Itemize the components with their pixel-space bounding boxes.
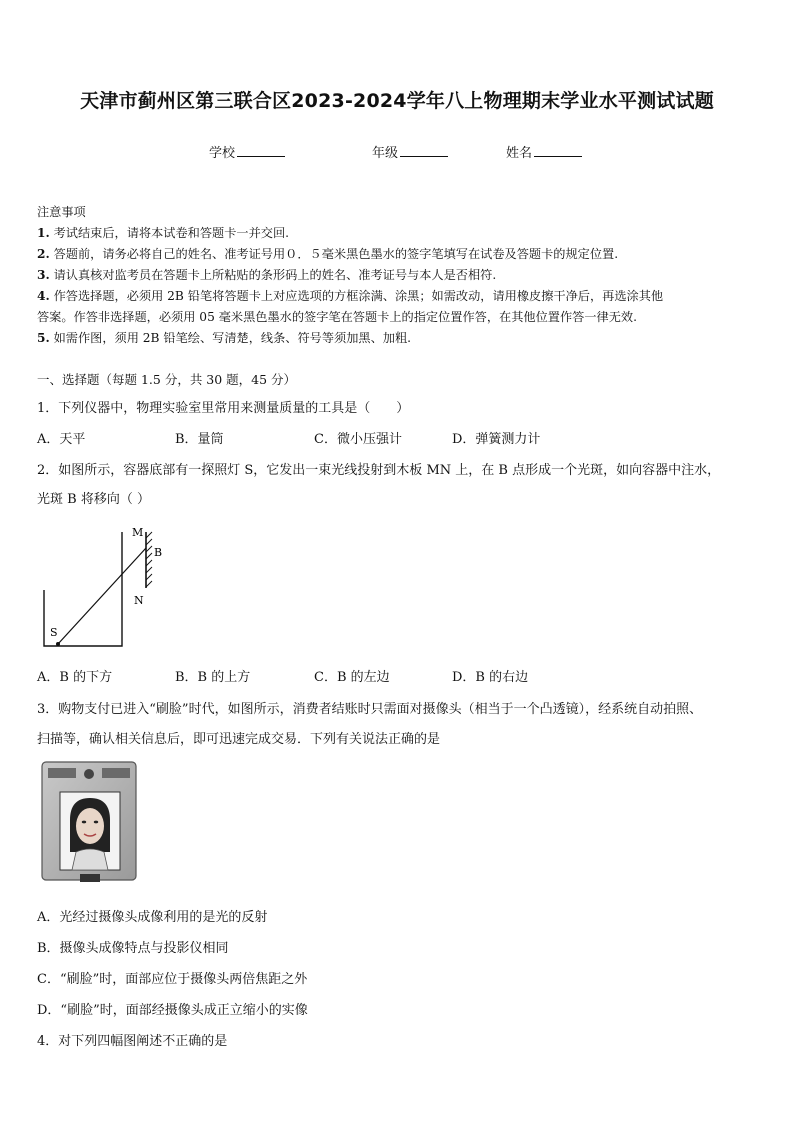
q1-stem: 1．下列仪器中，物理实验室里常用来测量质量的工具是（ ） [37, 401, 410, 416]
label-n: N [134, 594, 144, 607]
terminal-sensor-left [48, 768, 76, 778]
note-number: 1. [37, 226, 50, 240]
note-text: 答题前，请务必将自己的姓名、准考证号用０．５毫米黑色墨水的签字笔填写在试卷及答题卡的规定位置. [53, 247, 619, 261]
q2-option-a: A．B 的下方 [37, 670, 113, 685]
q3-option-b: B．摄像头成像特点与投影仪相同 [37, 941, 229, 956]
grade-field [372, 142, 448, 161]
lamp-s [56, 642, 60, 646]
note-item-3 [37, 266, 496, 283]
school-field [209, 142, 285, 161]
note-text: 请认真核对监考员在答题卡上所粘贴的条形码上的姓名、准考证号与本人是否相符. [53, 268, 497, 282]
school-blank [237, 144, 285, 157]
note-text: 如需作图，须用 2B 铅笔绘、写清楚，线条、符号等须加黑、加粗. [53, 331, 412, 345]
label-s: S [50, 626, 58, 639]
terminal-sensor-right [102, 768, 130, 778]
label-b: B [154, 546, 163, 559]
note-text: 作答选择题，必须用 2B 铅笔将答题卡上对应选项的方框涂满、涂黑；如需改动，请用橡皮擦干净后，再选涂其他 [53, 289, 664, 303]
camera-lens-icon [84, 769, 94, 779]
board-hatching [146, 532, 152, 587]
q3-option-c: C．“刷脸”时，面部应位于摄像头两倍焦距之外 [37, 972, 308, 987]
face [76, 808, 104, 844]
light-ray [58, 548, 146, 644]
name-label: 姓名 [506, 146, 533, 161]
name-field [506, 142, 582, 161]
q2-stem-continued: 光斑 B 将移向（ ） [37, 492, 150, 507]
name-blank [534, 144, 582, 157]
note-number: 2. [37, 247, 50, 261]
terminal-stand [80, 874, 100, 882]
q3-stem: 3．购物支付已进入“刷脸”时代，如图所示，消费者结账时只需面对摄像头（相当于一个凸透镜），经系统自动拍照、 [37, 702, 703, 717]
q2-container-diagram [36, 520, 166, 652]
q1-option-a: A．天平 [37, 432, 86, 447]
q2-stem: 2．如图所示，容器底部有一探照灯 S，它发出一束光线投射到木板 MN 上，在 B 点形成一个光斑，如向容器中注水， [37, 463, 721, 478]
note-item-5 [37, 329, 411, 346]
eye-left [82, 821, 86, 824]
page-title: 天津市蓟州区第三联合区2023-2024学年八上物理期末学业水平测试试题 [80, 90, 714, 112]
q2-option-b: B．B 的上方 [175, 670, 251, 685]
grade-blank [400, 144, 448, 157]
grade-label: 年级 [372, 146, 399, 161]
note-item-4-continued: 答案。作答非选择题，必须用 05 毫米黑色墨水的签字笔在答题卡上的指定位置作答，在其他位置作答一律无效. [37, 310, 637, 324]
q3-stem-continued: 扫描等，确认相关信息后，即可迅速完成交易．下列有关说法正确的是 [37, 732, 441, 747]
q1-option-d: D．弹簧测力计 [452, 432, 541, 447]
q3-option-d: D．“刷脸”时，面部经摄像头成正立缩小的实像 [37, 1003, 308, 1018]
note-number: 5. [37, 331, 50, 345]
note-item-2 [37, 245, 618, 262]
q4-stem: 4．对下列四幅图阐述不正确的是 [37, 1034, 228, 1049]
note-number: 3. [37, 268, 50, 282]
note-text: 考试结束后，请将本试卷和答题卡一并交回. [53, 226, 290, 240]
q3-face-terminal-photo [40, 760, 140, 885]
shoulders [72, 849, 108, 870]
note-number: 4. [37, 289, 50, 303]
section-heading: 一、选择题（每题 1.5 分，共 30 题，45 分） [37, 372, 297, 387]
label-m: M [132, 526, 144, 539]
q3-option-a: A．光经过摄像头成像利用的是光的反射 [37, 910, 268, 925]
q1-option-c: C．微小压强计 [314, 432, 402, 447]
school-label: 学校 [209, 146, 236, 161]
q1-option-b: B．量筒 [175, 432, 224, 447]
note-item-1 [37, 224, 289, 241]
notes-heading: 注意事项 [37, 205, 86, 219]
eye-right [94, 821, 98, 824]
q2-option-d: D．B 的右边 [452, 670, 529, 685]
q2-option-c: C．B 的左边 [314, 670, 390, 685]
note-item-4 [37, 287, 663, 304]
